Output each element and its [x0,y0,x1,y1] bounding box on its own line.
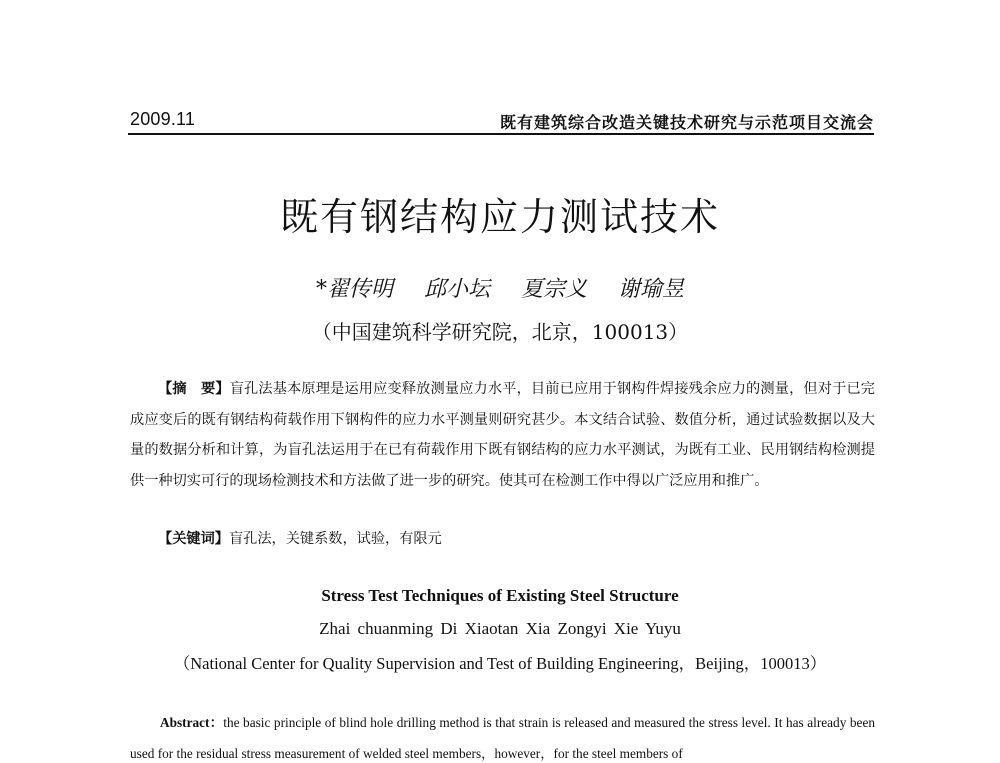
paper-title-en: Stress Test Techniques of Existing Steel Structure [321,586,679,605]
abstract-cn [130,374,875,496]
affiliation-en: （National Center for Quality Supervision and Test of Building Engineering，Beijing，100013） [173,654,827,673]
author-1: *翟传明 [315,277,393,302]
header-rule [128,133,874,135]
paper-title: 既有钢结构应力测试技术 [279,195,720,239]
abstract-en-text: the basic principle of blind hole drilling method is that strain is released and measured the stress level. It has already been used for the residual stress measurement of welded steel members，however，for the steel members of [130,715,875,761]
author-3: 夏宗义 [521,277,588,302]
affiliation-cn: （中国建筑科学研究院，北京，100013） [311,320,689,344]
author-4: 谢瑜昱 [618,277,685,302]
keywords-cn-text: 盲孔法，关键系数，试验，有限元 [228,531,442,547]
header-date: 2009.11 [130,109,196,129]
keywords-cn [158,528,442,548]
keywords-cn-label: 【关键词】 [158,531,229,547]
abstract-en [130,707,875,763]
authors-cn [0,272,1000,303]
abstract-en-label: Abstract： [160,715,224,730]
abstract-cn-label: 【摘 要】 [158,381,230,397]
author-2: 邱小坛 [423,277,490,302]
abstract-cn-text: 盲孔法基本原理是运用应变释放测量应力水平，目前已应用于钢构件焊接残余应力的测量，但对于已完成应变后的既有钢结构荷载作用下钢构件的应力水平测量则研究甚少。本文结合试验、数值分析，通过试验数据以及大量的数据分析和计算，为盲孔法运用于在已有荷载作用下既有钢结构的应力水平测试，为既有工业、民用钢结构检测提供一种切实可行的现场检测技术和方法做了进一步的研究。使其可在检测工作中得以广泛应用和推广。 [130,381,875,489]
authors-en: Zhai chuanming Di Xiaotan Xia Zongyi Xie Yuyu [319,619,681,638]
header-conference: 既有建筑综合改造关键技术研究与示范项目交流会 [499,113,874,132]
